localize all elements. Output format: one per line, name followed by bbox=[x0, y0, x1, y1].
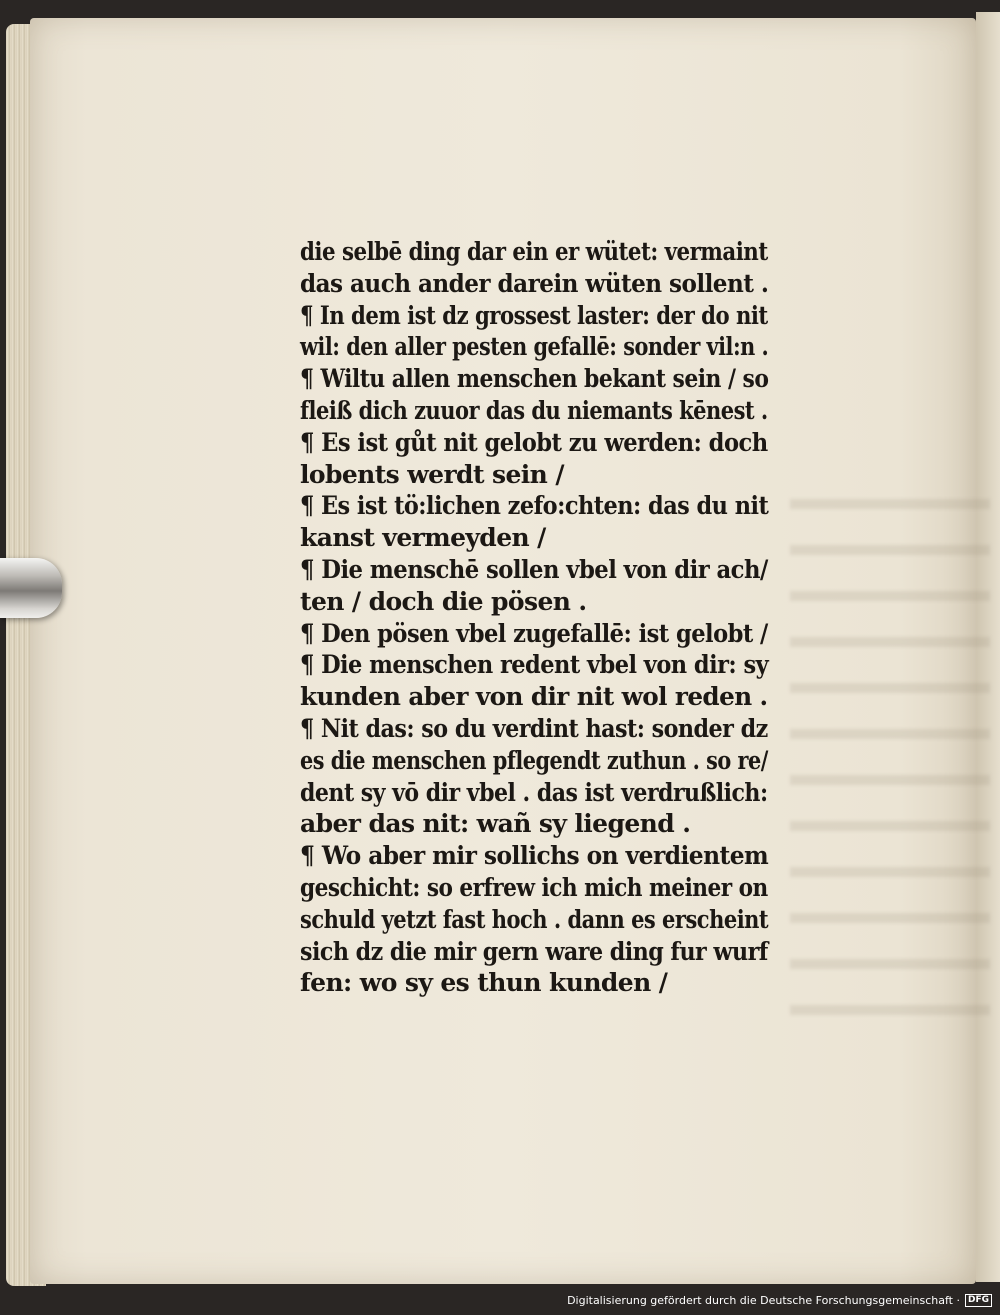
text-line: ¶ Es ist tö:lichen zefo:chten: das du nit bbox=[300, 491, 769, 521]
dfg-logo: DFG bbox=[965, 1294, 992, 1307]
text-line: schuld yetzt fast hoch . dann es erscheint bbox=[300, 904, 769, 934]
show-through-text bbox=[790, 478, 990, 1038]
text-line: fen: wo sy es thun kunden / bbox=[300, 968, 668, 998]
text-line: ¶ Den pösen vbel zugefallē: ist gelobt / bbox=[300, 618, 768, 648]
text-line: ¶ In dem ist dz grossest laster: der do nit bbox=[300, 300, 768, 330]
glass-page-weight bbox=[0, 558, 62, 618]
text-line: ¶ Die menschē sollen vbel von dir ach/ bbox=[300, 554, 768, 584]
text-line: ¶ Nit das: so du verdint hast: sonder dz bbox=[300, 713, 768, 743]
credit-text: Digitalisierung gefördert durch die Deutsche Forschungsgemeinschaft · bbox=[567, 1293, 960, 1307]
text-line: ¶ Wiltu allen menschen bekant sein / so bbox=[300, 364, 769, 394]
text-line: aber das nit: wañ sy liegend . bbox=[300, 809, 691, 839]
text-line: das auch ander darein wüten sollent . bbox=[300, 268, 769, 298]
text-line: fleiß dich zuuor das du niemants kēnest . bbox=[300, 395, 768, 425]
text-line: die selbē ding dar ein er wütet: vermaint bbox=[300, 237, 768, 266]
text-block bbox=[300, 236, 780, 999]
text-line: kanst vermeyden / bbox=[300, 523, 546, 553]
text-line: wil: den aller pesten gefallē: sonder vil:n . bbox=[300, 332, 769, 362]
text-line: geschicht: so erfrew ich mich meiner on bbox=[300, 872, 768, 902]
text-line: kunden aber von dir nit wol reden . bbox=[300, 682, 768, 712]
text-line: ¶ Wo aber mir sollichs on verdientem bbox=[300, 841, 769, 871]
text-line: ten / doch die pösen . bbox=[300, 586, 587, 616]
text-line: lobents werdt sein / bbox=[300, 459, 564, 489]
text-line: ¶ Die menschen redent vbel von dir: sy bbox=[300, 650, 769, 680]
text-line: dent sy vō dir vbel . das ist verdrußlich: bbox=[300, 777, 768, 807]
text-line: es die menschen pflegendt zuthun . so re/ bbox=[300, 745, 768, 775]
text-line: ¶ Es ist gůt nit gelobt zu werden: doch bbox=[300, 427, 768, 457]
text-line: sich dz die mir gern ware ding fur wurf bbox=[300, 936, 768, 966]
digitization-credit bbox=[567, 1291, 992, 1309]
